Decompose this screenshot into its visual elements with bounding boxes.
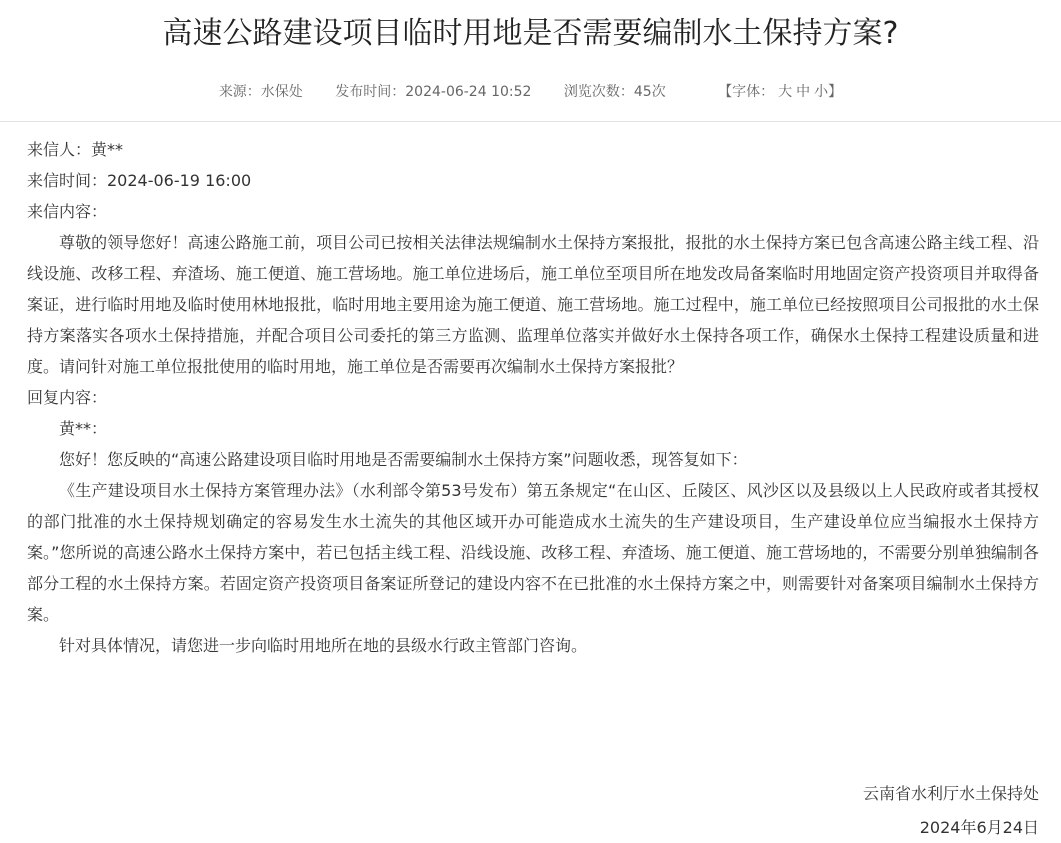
reply-salutation: 黄**： xyxy=(59,419,108,438)
font-size-bracket: 】 xyxy=(828,84,843,100)
letter-content-label: 来信内容： xyxy=(27,202,108,221)
reply-paragraph-2: 《生产建设项目水土保持方案管理办法》（水利部令第53号发布）第五条规定“在山区、丘陵区、风沙区以及县级以上人民政府或者其授权的部门批准的水土保持规划确定的容易发生水土流失的其他区域开办可能造成水土流失的生产建设项目，生产建设单位应当编报水土保持方案。”您所说的高速公路水土保持方案中，若已包括主线工程、沿线设施、改移工程、弃渣场、施工便道、施工营场地的，不需要分别单独编制各部分工程的水土保持方案。若固定资产投资项目备案证所登记的建设内容不在已批准的水土保持方案之中，则需要针对备案项目编制水土保持方案。 xyxy=(27,481,1039,624)
reply-signature-org: 云南省水利厅水土保持处 xyxy=(862,784,1039,803)
publish-time: 发布时间：2024-06-24 10:52 xyxy=(335,84,532,100)
font-medium-button[interactable]: 中 xyxy=(796,84,811,100)
article-body xyxy=(27,134,1039,661)
letter-time: 来信时间：2024-06-19 16:00 xyxy=(27,171,252,190)
source-label: 来源：水保处 xyxy=(218,84,303,100)
font-size-control xyxy=(718,82,842,102)
font-small-button[interactable]: 小 xyxy=(814,84,829,100)
article-meta xyxy=(0,82,1061,102)
page-title: 高速公路建设项目临时用地是否需要编制水土保持方案? xyxy=(162,16,899,51)
reply-label: 回复内容： xyxy=(27,388,108,407)
view-count: 浏览次数：45次 xyxy=(563,84,666,100)
letter-sender: 来信人：黄** xyxy=(27,140,124,159)
font-large-button[interactable]: 大 xyxy=(778,84,793,100)
font-size-label: 【字体： xyxy=(718,84,775,100)
header-divider xyxy=(0,121,1061,122)
reply-signature-date: 2024年6月24日 xyxy=(919,818,1039,837)
reply-paragraph-1: 您好！您反映的“高速公路建设项目临时用地是否需要编制水土保持方案”问题收悉，现答复如下： xyxy=(59,450,748,469)
letter-body: 尊敬的领导您好！高速公路施工前，项目公司已按相关法律法规编制水土保持方案报批，报批的水土保持方案已包含高速公路主线工程、沿线设施、改移工程、弃渣场、施工便道、施工营场地。施工单位进场后，施工单位至项目所在地发改局备案临时用地固定资产投资项目并取得备案证，进行临时用地及临时使用林地报批，临时用地主要用途为施工便道、施工营场地。施工过程中，施工单位已经按照项目公司报批的水土保持方案落实各项水土保持措施，并配合项目公司委托的第三方监测、监理单位落实并做好水土保持各项工作，确保水土保持工程建设质量和进度。请问针对施工单位报批使用的临时用地，施工单位是否需要再次编制水土保持方案报批？ xyxy=(27,233,1039,376)
reply-paragraph-3: 针对具体情况，请您进一步向临时用地所在地的县级水行政主管部门咨询。 xyxy=(59,636,588,655)
